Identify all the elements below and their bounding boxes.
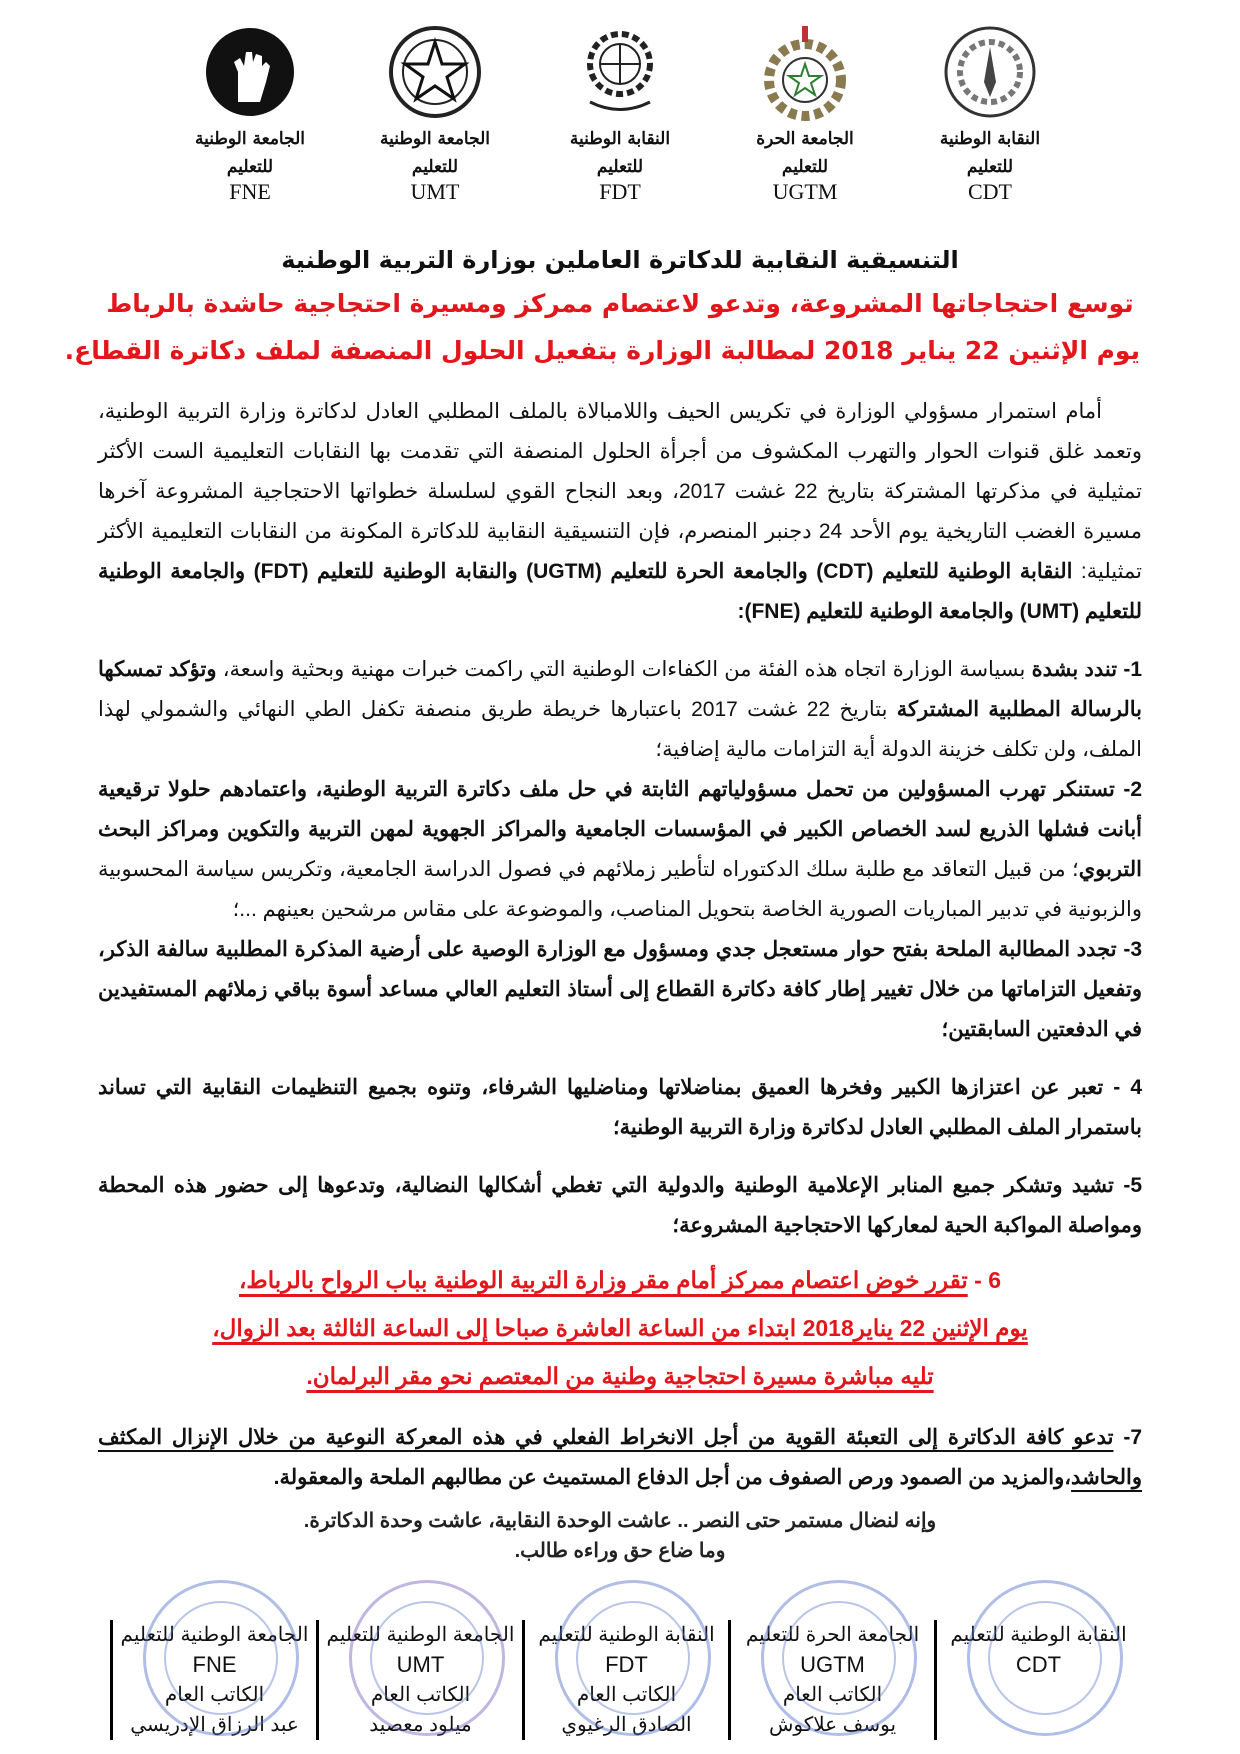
point-4: 4 - تعبر عن اعتزازها الكبير وفخرها العميق بمناضلاتها ومناضليها الشرفاء، وتنوه بجميع التنظيمات النقابية التي تساند باستمرار الملف المطلبي العادل لدكاترة وزارة التربية الوطنية؛: [98, 1076, 1142, 1139]
logo-cdt: [910, 22, 1070, 212]
point-7: [98, 1418, 1142, 1498]
point-6-line-3: تليه مباشرة مسيرة احتجاجية وطنية من المعتصم نحو مقر البرلمان.: [306, 1363, 934, 1389]
logo-fdt: [540, 22, 700, 212]
logo-name: الجامعة الحرة: [756, 129, 854, 149]
logo-abbr: FDT: [599, 179, 641, 204]
signature-role: الكاتب العام: [164, 1684, 265, 1706]
point-1: [98, 650, 1142, 770]
umt-emblem-icon: [385, 22, 485, 122]
signature-union: النقابة الوطنية للتعليم: [538, 1624, 715, 1646]
closing-slogan: [98, 1506, 1142, 1566]
logo-name: الجامعة الوطنية: [380, 129, 490, 149]
point-1-text-a: بسياسة الوزارة اتجاه هذه الفئة من الكفاءات الوطنية التي راكمت خبرات مهنية وبحثية واسعة،: [216, 658, 1032, 681]
signature-cdt: [937, 1620, 1140, 1740]
logo-umt: [355, 22, 515, 212]
signature-ugtm: [731, 1620, 937, 1740]
point-2-text: ؛ من قبيل التعاقد مع طلبة سلك الدكتوراه لتأطير زملائهم في فصول الدراسة الجامعية، وتكريس سياسة المحسوبية والزبونية في تدبير المباريات الصورية الخاصة بتحويل المناصب، والموضوعة على مقاس مرشحين بعينهم ...؛: [98, 858, 1142, 921]
ugtm-emblem-icon: [755, 22, 855, 122]
logo-name-sub: للتعليم: [966, 157, 1014, 177]
logo-name: الجامعة الوطنية: [195, 129, 305, 149]
fdt-emblem-icon: [570, 22, 670, 122]
point-6: [98, 1256, 1142, 1400]
logo-name: النقابة الوطنية: [939, 129, 1041, 149]
logo-name-sub: للتعليم: [411, 157, 459, 177]
signature-union: الجامعة الوطنية للتعليم: [326, 1624, 515, 1646]
point-6-line-2: يوم الإثنين 22 يناير2018 ابتداء من الساعة العاشرة صباحا إلى الساعة الثالثة بعد الزوال،: [212, 1315, 1028, 1341]
signature-name: عبد الرزاق الإدريسي: [130, 1714, 299, 1736]
point-7-underlined: تدعو كافة الدكاترة إلى التعبئة القوية من أجل الانخراط الفعلي في هذه المعركة النوعية من خلال الإنزال المكثف والحاشد: [98, 1426, 1142, 1489]
point-2: [98, 770, 1142, 930]
signature-abbr: UMT: [396, 1652, 445, 1677]
signature-abbr: FDT: [605, 1652, 648, 1677]
closing-line-1: وإنه لنضال مستمر حتى النصر .. عاشت الوحدة النقابية، عاشت وحدة الدكاترة.: [303, 1510, 937, 1532]
point-1-bold-b: وتؤكد تمسكها بالرسالة المطلبية المشتركة: [98, 658, 1142, 721]
intro-text: أمام استمرار مسؤولي الوزارة في تكريس الحيف واللامبالاة بالملف المطلبي العادل لدكاترة وزارة التربية الوطنية، وتعمد غلق قنوات الحوار والتهرب المكشوف من أجرأة الحلول المنصفة التي تقدمت بها النقابات التعليمية الست الأكثر تمثيلية في مذكرتها المشتركة بتاريخ 22 غشت 2017، وبعد النجاح القوي لسلسلة خطواتها الاحتجاجية المشروعة آخرها مسيرة الغضب التاريخية يوم الأحد 24 دجنبر المنصرم، فإن التنسيقية النقابية للدكاترة المكونة من النقابات التعليمية الأكثر تمثيلية:: [98, 400, 1142, 583]
union-logos-row: [170, 22, 1070, 212]
intro-unions: النقابة الوطنية للتعليم (CDT) والجامعة الحرة للتعليم (UGTM) والنقابة الوطنية للتعليم (FDT) والجامعة الوطنية للتعليم (UMT) والجامعة الوطنية للتعليم (FNE):: [98, 560, 1142, 623]
signature-role: الكاتب العام: [370, 1684, 471, 1706]
logo-name-sub: للتعليم: [781, 157, 829, 177]
signature-role: الكاتب العام: [576, 1684, 677, 1706]
signature-fdt: [525, 1620, 731, 1740]
logo-name: النقابة الوطنية: [569, 129, 671, 149]
page-title: التنسيقية النقابية للدكاترة العاملين بوزارة التربية الوطنية: [281, 246, 959, 274]
signature-name: الصادق الرغيوي: [561, 1714, 692, 1736]
signature-block: [110, 1620, 1140, 1740]
point-1-bold-a: تندد بشدة: [1031, 658, 1118, 681]
point-number: 1-: [1117, 658, 1143, 681]
point-number: 7-: [1113, 1426, 1142, 1449]
signature-fne: [110, 1620, 319, 1740]
subtitle-line-1: توسع احتجاجاتها المشروعة، وتدعو لاعتصام ممركز ومسيرة احتجاجية حاشدة بالرباط: [106, 289, 1134, 318]
point-6-line-1: تقرر خوض اعتصام ممركز أمام مقر وزارة التربية الوطنية بباب الرواح بالرباط،: [239, 1267, 968, 1293]
closing-line-2: وما ضاع حق وراءه طالب.: [514, 1540, 726, 1562]
subtitle-line-2: يوم الإثنين 22 يناير 2018 لمطالبة الوزارة بتفعيل الحلول المنصفة لملف دكاترة القطاع.: [64, 336, 1140, 365]
point-3: 3- تجدد المطالبة الملحة بفتح حوار مستعجل جدي ومسؤول مع الوزارة الوصية على أرضية المذكرة المطلبية سالفة الذكر، وتفعيل التزاماتها من خلال تغيير إطار كافة دكاترة القطاع إلى أستاذ التعليم العالي مساعد أسوة بباقي زملائهم المستفيدين في الدفعتين السابقتين؛: [98, 938, 1142, 1041]
logo-abbr: FNE: [229, 179, 271, 204]
header: [64, 240, 1140, 374]
point-number: 6 -: [967, 1267, 1001, 1293]
intro-paragraph: [98, 392, 1142, 632]
signature-umt: [319, 1620, 525, 1740]
fne-emblem-icon: [200, 22, 300, 122]
signature-union: النقابة الوطنية للتعليم: [950, 1624, 1127, 1646]
point-5: 5- تشيد وتشكر جميع المنابر الإعلامية الوطنية والدولية التي تغطي أشكالها النضالية، وتدعوها إلى حضور هذه المحطة ومواصلة المواكبة الحية لمعاركها الاحتجاجية المشروعة؛: [98, 1174, 1142, 1237]
logo-abbr: UMT: [410, 179, 460, 204]
signature-union: الجامعة الوطنية للتعليم: [120, 1624, 309, 1646]
logo-fne: [170, 22, 330, 212]
signature-name: يوسف علاكوش: [768, 1714, 897, 1736]
signature-abbr: FNE: [192, 1652, 237, 1677]
point-1-text-b: بتاريخ 22 غشت 2017 باعتبارها خريطة طريق منصفة تكفل الطي النهائي والشمولي لهذا الملف، ولن تكلف خزينة الدولة أية التزامات مالية إضافية؛: [98, 698, 1142, 761]
point-7-text: ،والمزيد من الصمود ورص الصفوف من أجل الدفاع المستميث عن مطالبهم الملحة والمعقولة.: [273, 1466, 1072, 1489]
logo-abbr: CDT: [968, 179, 1012, 204]
signature-abbr: UGTM: [800, 1652, 865, 1677]
signature-name: ميلود معصيد: [369, 1714, 472, 1736]
signature-role: الكاتب العام: [782, 1684, 883, 1706]
cdt-emblem-icon: [940, 22, 1040, 122]
signature-abbr: CDT: [1015, 1652, 1062, 1677]
logo-name-sub: للتعليم: [226, 157, 274, 177]
logo-abbr: UGTM: [772, 179, 838, 204]
logo-name-sub: للتعليم: [596, 157, 644, 177]
point-2-bold: 2- تستنكر تهرب المسؤولين من تحمل مسؤولياتهم الثابتة في حل ملف دكاترة التربية الوطنية، واعتمادهم حلولا ترقيعية أبانت فشلها الذريع لسد الخصاص الكبير في المؤسسات الجامعية والمراكز الجهوية لمهن التربية والتكوين ومراكز البحث التربوي: [98, 778, 1142, 881]
statement-body: [98, 392, 1142, 1566]
signature-union: الجامعة الحرة للتعليم: [745, 1624, 920, 1646]
logo-ugtm: [725, 22, 885, 212]
